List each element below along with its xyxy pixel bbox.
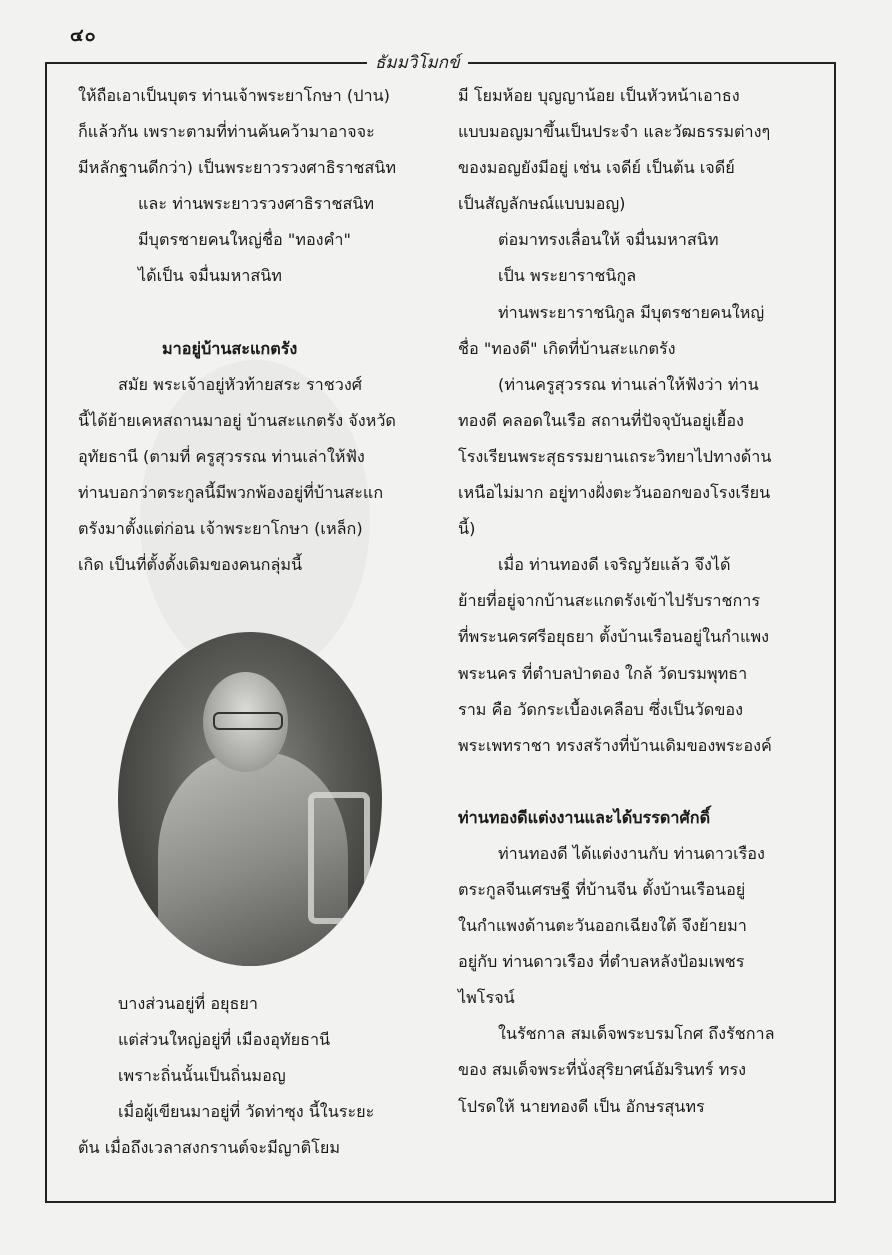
text-line: ที่พระนครศรีอยุธยา ตั้งบ้านเรือนอยู่ในกำแพง [458, 627, 770, 647]
text-line: มี โยมห้อย บุญญาน้อย เป็นหัวหน้าเอาธง [458, 86, 740, 105]
text-line: ราม คือ วัดกระเบื้องเคลือบ ซึ่งเป็นวัดของ [458, 699, 744, 719]
text-line: ต้น เมื่อถึงเวลาสงกรานต์จะมีญาติโยม [78, 1138, 341, 1158]
text-line: ต่อมาทรงเลื่อนให้ จมื่นมหาสนิท [498, 230, 719, 250]
text-line: มีบุตรชายคนใหญ่ชื่อ "ทองคำ" [138, 230, 351, 250]
text-line: นี้ได้ย้ายเคหสถานมาอยู่ บ้านสะแกตรัง จังหวัด [78, 410, 396, 430]
text-line: ย้ายที่อยู่จากบ้านสะแกตรังเข้าไปรับราชการ [458, 591, 761, 611]
text-line: นี้) [458, 519, 476, 539]
text-line: ในรัชกาล สมเด็จพระบรมโกศ ถึงรัชกาล [498, 1024, 775, 1044]
text-line: และ ท่านพระยาวรวงศาธิราชสนิท [138, 194, 375, 214]
running-header: ธัมมวิโมกข์ [367, 49, 468, 76]
text-line: เมื่อ ท่านทองดี เจริญวัยแล้ว จึงได้ [498, 555, 731, 575]
text-line: แต่ส่วนใหญ่อยู่ที่ เมืองอุทัยธานี [118, 1030, 331, 1050]
text-line: สมัย พระเจ้าอยู่หัวท้ายสระ ราชวงศ์ [118, 374, 363, 394]
text-line: เป็น พระยาราชนิกูล [498, 266, 637, 286]
text-line: บางส่วนอยู่ที่ อยุธยา [118, 994, 258, 1013]
text-line: เกิด เป็นที่ตั้งดั้งเดิมของคนกลุ่มนี้ [78, 555, 303, 575]
text-line: ของมอญยังมีอยู่ เช่น เจดีย์ เป็นต้น เจดีย์ [458, 158, 735, 178]
right-column [458, 78, 813, 1125]
text-line: อุทัยธานี (ตามที่ ครูสุวรรณ ท่านเล่าให้ฟัง [78, 446, 365, 466]
text-line: ตรังมาตั้งแต่ก่อน เจ้าพระยาโกษา (เหล็ก) [78, 519, 363, 539]
text-line: แบบมอญมาขึ้นเป็นประจำ และวัฒธรรมต่างๆ [458, 122, 771, 142]
text-line: (ท่านครูสุวรรณ ท่านเล่าให้ฟังว่า ท่าน [498, 374, 759, 394]
text-line: ท่านพระยาราชนิกูล มีบุตรชายคนใหญ่ [498, 302, 765, 322]
text-line: เป็นสัญลักษณ์แบบมอญ) [458, 194, 626, 214]
monk-portrait-photo [118, 632, 382, 966]
text-line: โปรดให้ นายทองดี เป็น อักษรสุนทร [458, 1096, 705, 1116]
left-column-bottom [78, 986, 410, 1166]
text-line: ชื่อ "ทองดี" เกิดที่บ้านสะแกตรัง [458, 338, 676, 358]
text-line: ไพโรจน์ [458, 988, 515, 1008]
text-line: เพราะถิ่นนั้นเป็นถิ่นมอญ [118, 1066, 286, 1086]
text-line: มีหลักฐานดีกว่า) เป็นพระยาวรวงศาธิราชสนิท [78, 158, 397, 178]
text-line: ได้เป็น จมื่นมหาสนิท [138, 266, 282, 286]
text-line: ก็แล้วกัน เพราะตามที่ท่านค้นคว้ามาอาจจะ [78, 122, 375, 142]
text-line: ท่านบอกว่าตระกูลนี้มีพวกพ้องอยู่ที่บ้านสะแก [78, 482, 384, 502]
text-line: พระนคร ที่ตำบลป่าตอง ใกล้ วัดบรมพุทธา [458, 663, 748, 683]
page-number: ๔๐ [70, 25, 97, 46]
text-line: เหนือไม่มาก อยู่ทางฝั่งตะวันออกของโรงเรียน [458, 483, 771, 503]
section-heading: มาอยู่บ้านสะแกตรัง [162, 338, 298, 358]
text-line: เมื่อผู้เขียนมาอยู่ที่ วัดท่าซุง นี้ในระยะ [118, 1102, 375, 1122]
text-line: อยู่กับ ท่านดาวเรือง ที่ตำบลหลังป้อมเพชร [458, 952, 745, 972]
text-line: ให้ถือเอาเป็นบุตร ท่านเจ้าพระยาโกษา (ปาน) [78, 86, 390, 105]
text-line: ท่านทองดี ได้แต่งงานกับ ท่านดาวเรือง [498, 843, 765, 863]
section-heading: ท่านทองดีแต่งงานและได้บรรดาศักดิ์ [458, 807, 711, 827]
text-line: ในกำแพงด้านตะวันออกเฉียงใต้ จึงย้ายมา [458, 916, 747, 936]
text-line: โรงเรียนพระสุธรรมยานเถระวิทยาไปทางด้าน [458, 446, 772, 466]
text-line: ตระกูลจีนเศรษฐี ที่บ้านจีน ตั้งบ้านเรือนอยู่ [458, 879, 746, 899]
left-column [78, 78, 410, 583]
text-line: ของ สมเด็จพระที่นั่งสุริยาศน์อัมรินทร์ ทรง [458, 1060, 747, 1080]
text-line: พระเพทราชา ทรงสร้างที่บ้านเดิมของพระองค์ [458, 735, 772, 755]
text-line: ทองดี คลอดในเรือ สถานที่ปัจจุบันอยู่เยื้อง [458, 410, 744, 430]
